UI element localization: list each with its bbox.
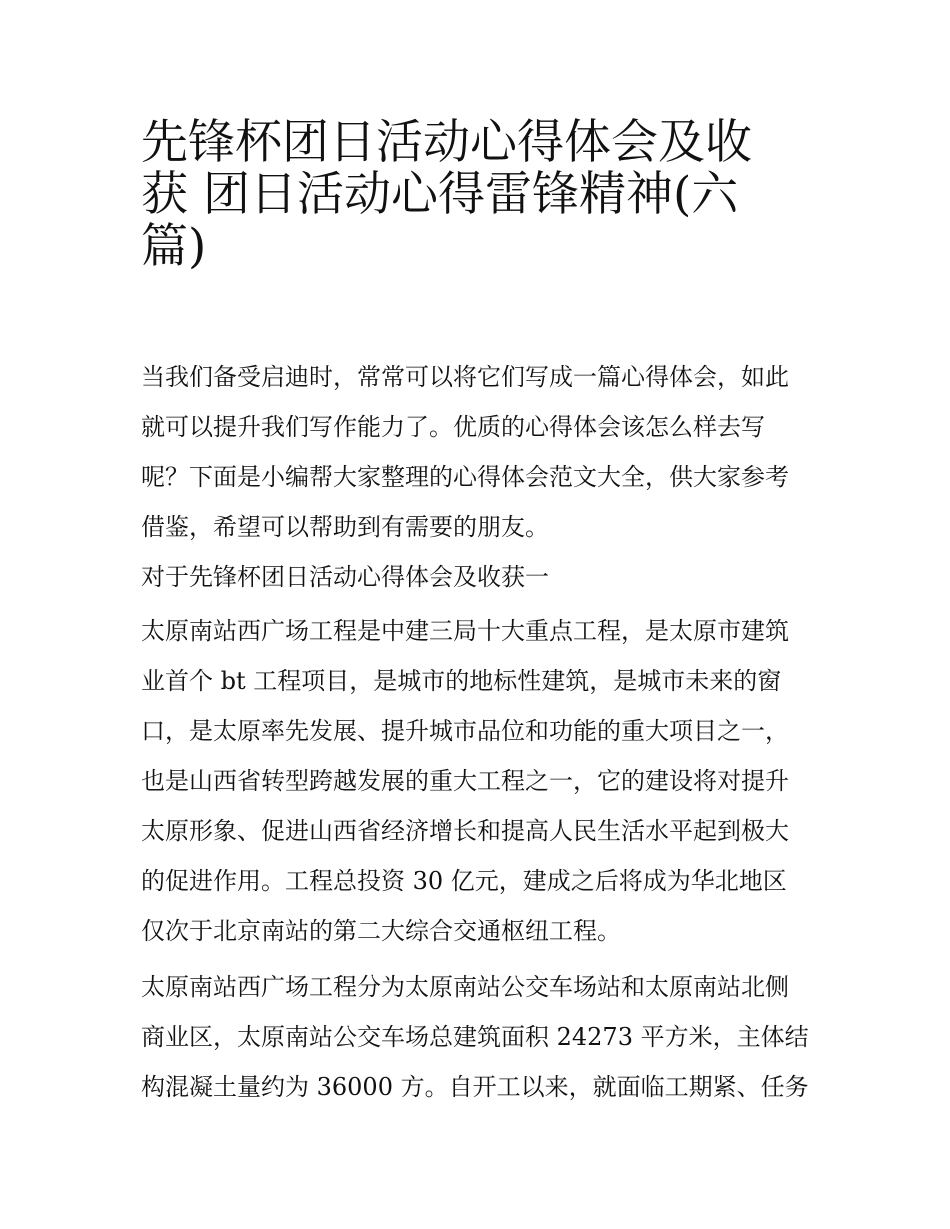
title-line: 获 团日活动心得雷锋精神(六 xyxy=(141,167,739,222)
paragraph-line: 口，是太原率先发展、提升城市品位和功能的重大项目之一， xyxy=(141,717,789,745)
intro-paragraph xyxy=(141,352,821,552)
section-heading-text: 对于先锋杯团日活动心得体会及收获一 xyxy=(141,563,549,591)
paragraph-line: 也是山西省转型跨越发展的重大工程之一，它的建设将对提升 xyxy=(141,767,789,795)
body-paragraph-1 xyxy=(141,606,821,956)
title-line: 先锋杯团日活动心得体会及收 xyxy=(141,115,752,170)
paragraph-line: 太原南站西广场工程是中建三局十大重点工程，是太原市建筑 xyxy=(141,617,789,645)
document-title xyxy=(141,117,821,273)
paragraph-line: 构混凝土量约为 36000 方。自开工以来，就面临工期紧、任务 xyxy=(141,1073,809,1101)
section-heading xyxy=(141,552,821,602)
intro-line: 就可以提升我们写作能力了。优质的心得体会该怎么样去写 xyxy=(141,413,765,441)
paragraph-line: 的促进作用。工程总投资 30 亿元，建成之后将成为华北地区 xyxy=(141,867,787,895)
paragraph-line: 太原南站西广场工程分为太原南站公交车场站和太原南站北侧 xyxy=(141,973,789,1001)
intro-line: 当我们备受启迪时，常常可以将它们写成一篇心得体会，如此 xyxy=(141,363,789,391)
paragraph-line: 太原形象、促进山西省经济增长和提高人民生活水平起到极大 xyxy=(141,817,789,845)
paragraph-line: 仅次于北京南站的第二大综合交通枢纽工程。 xyxy=(141,917,621,945)
paragraph-line: 商业区，太原南站公交车场总建筑面积 24273 平方米，主体结 xyxy=(141,1023,809,1051)
intro-line: 借鉴，希望可以帮助到有需要的朋友。 xyxy=(141,513,549,541)
title-line: 篇) xyxy=(141,219,207,274)
body-paragraph-2 xyxy=(141,962,821,1112)
paragraph-line: 业首个 bt 工程项目，是城市的地标性建筑，是城市未来的窗 xyxy=(141,667,782,695)
intro-line: 呢？下面是小编帮大家整理的心得体会范文大全，供大家参考 xyxy=(141,463,789,491)
